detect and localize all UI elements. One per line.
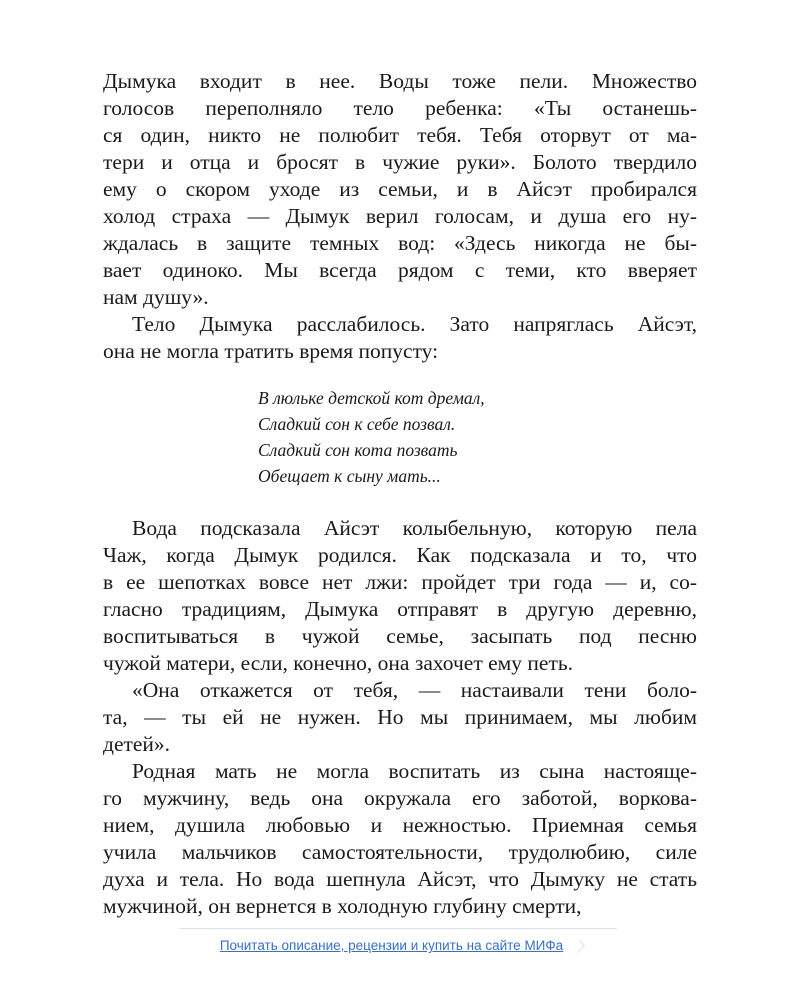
text-block-after-poem xyxy=(103,515,697,920)
buy-link[interactable] xyxy=(216,936,567,955)
text-line: холод страха — Дымук верил голосам, и душа его ну- xyxy=(103,204,697,228)
paragraph xyxy=(103,758,697,920)
text-line: ему о скором уходе из семьи, и в Айсэт пробирался xyxy=(103,177,697,201)
poem-line: Обещает к сыну мать... xyxy=(258,466,441,486)
buy-link-label: Почитать описание, рецензии и купить на сайте МИФа xyxy=(219,938,564,953)
text-line: учила мальчиков самостоятельности, трудолюбию, силе xyxy=(103,840,697,864)
poem-line: Сладкий сон к себе позвал. xyxy=(258,414,456,434)
book-page xyxy=(103,68,697,920)
poem-block xyxy=(258,385,697,489)
text-line: Дымука входит в нее. Воды тоже пели. Множество xyxy=(103,69,697,93)
text-line: детей». xyxy=(103,732,171,756)
text-line: тери и отца и бросят в чужие руки». Болото твердило xyxy=(103,150,697,174)
footer xyxy=(0,936,800,955)
text-line: ждалась в защите темных вод: «Здесь никогда не бы- xyxy=(103,231,697,255)
text-line: нам душу». xyxy=(103,285,209,309)
text-line: та, — ты ей не нужен. Но мы принимаем, мы любим xyxy=(103,705,697,729)
paragraph xyxy=(103,515,697,677)
paragraph xyxy=(103,68,697,311)
text-line: го мужчину, ведь она окружала его заботой, воркова- xyxy=(103,786,697,810)
poem-line: В люльке детской кот дремал, xyxy=(258,388,485,408)
text-line: нием, душила любовью и нежностью. Приемная семья xyxy=(103,813,697,837)
text-line: в ее шепотках вовсе нет лжи: пройдет три года — и, со- xyxy=(103,570,697,594)
text-line: она не могла тратить время попусту: xyxy=(103,339,439,363)
text-line: вает одиноко. Мы всегда рядом с теми, кто вверяет xyxy=(103,258,697,282)
text-line: воспитываться в чужой семье, засыпать под песню xyxy=(103,624,697,648)
text-line: Чаж, когда Дымук родился. Как подсказала и то, что xyxy=(103,543,697,567)
text-line: гласно традициям, Дымука отправят в другую деревню, xyxy=(103,597,697,621)
text-block-before-poem xyxy=(103,68,697,365)
text-line: мужчиной, он вернется в холодную глубину смерти, xyxy=(103,894,582,918)
text-line: голосов переполняло тело ребенка: «Ты останешь- xyxy=(103,96,697,120)
text-line: «Она откажется от тебя, — настаивали тени боло- xyxy=(132,678,697,702)
text-line: ся один, никто не полюбит тебя. Тебя оторвут от ма- xyxy=(103,123,697,147)
spacer xyxy=(103,489,697,515)
poem-line: Сладкий сон кота позвать xyxy=(258,440,458,460)
text-line: Тело Дымука расслабилось. Зато напряглась Айсэт, xyxy=(132,312,697,336)
paragraph xyxy=(103,677,697,758)
text-line: Родная мать не могла воспитать из сына настояще- xyxy=(132,759,697,783)
text-line: Вода подсказала Айсэт колыбельную, которую пела xyxy=(132,516,697,540)
paragraph xyxy=(103,311,697,365)
text-line: чужой матери, если, конечно, она захочет ему петь. xyxy=(103,651,574,675)
text-line: духа и тела. Но вода шепнула Айсэт, что Дымуку не стать xyxy=(103,867,697,891)
chevron-right-icon xyxy=(572,940,585,953)
